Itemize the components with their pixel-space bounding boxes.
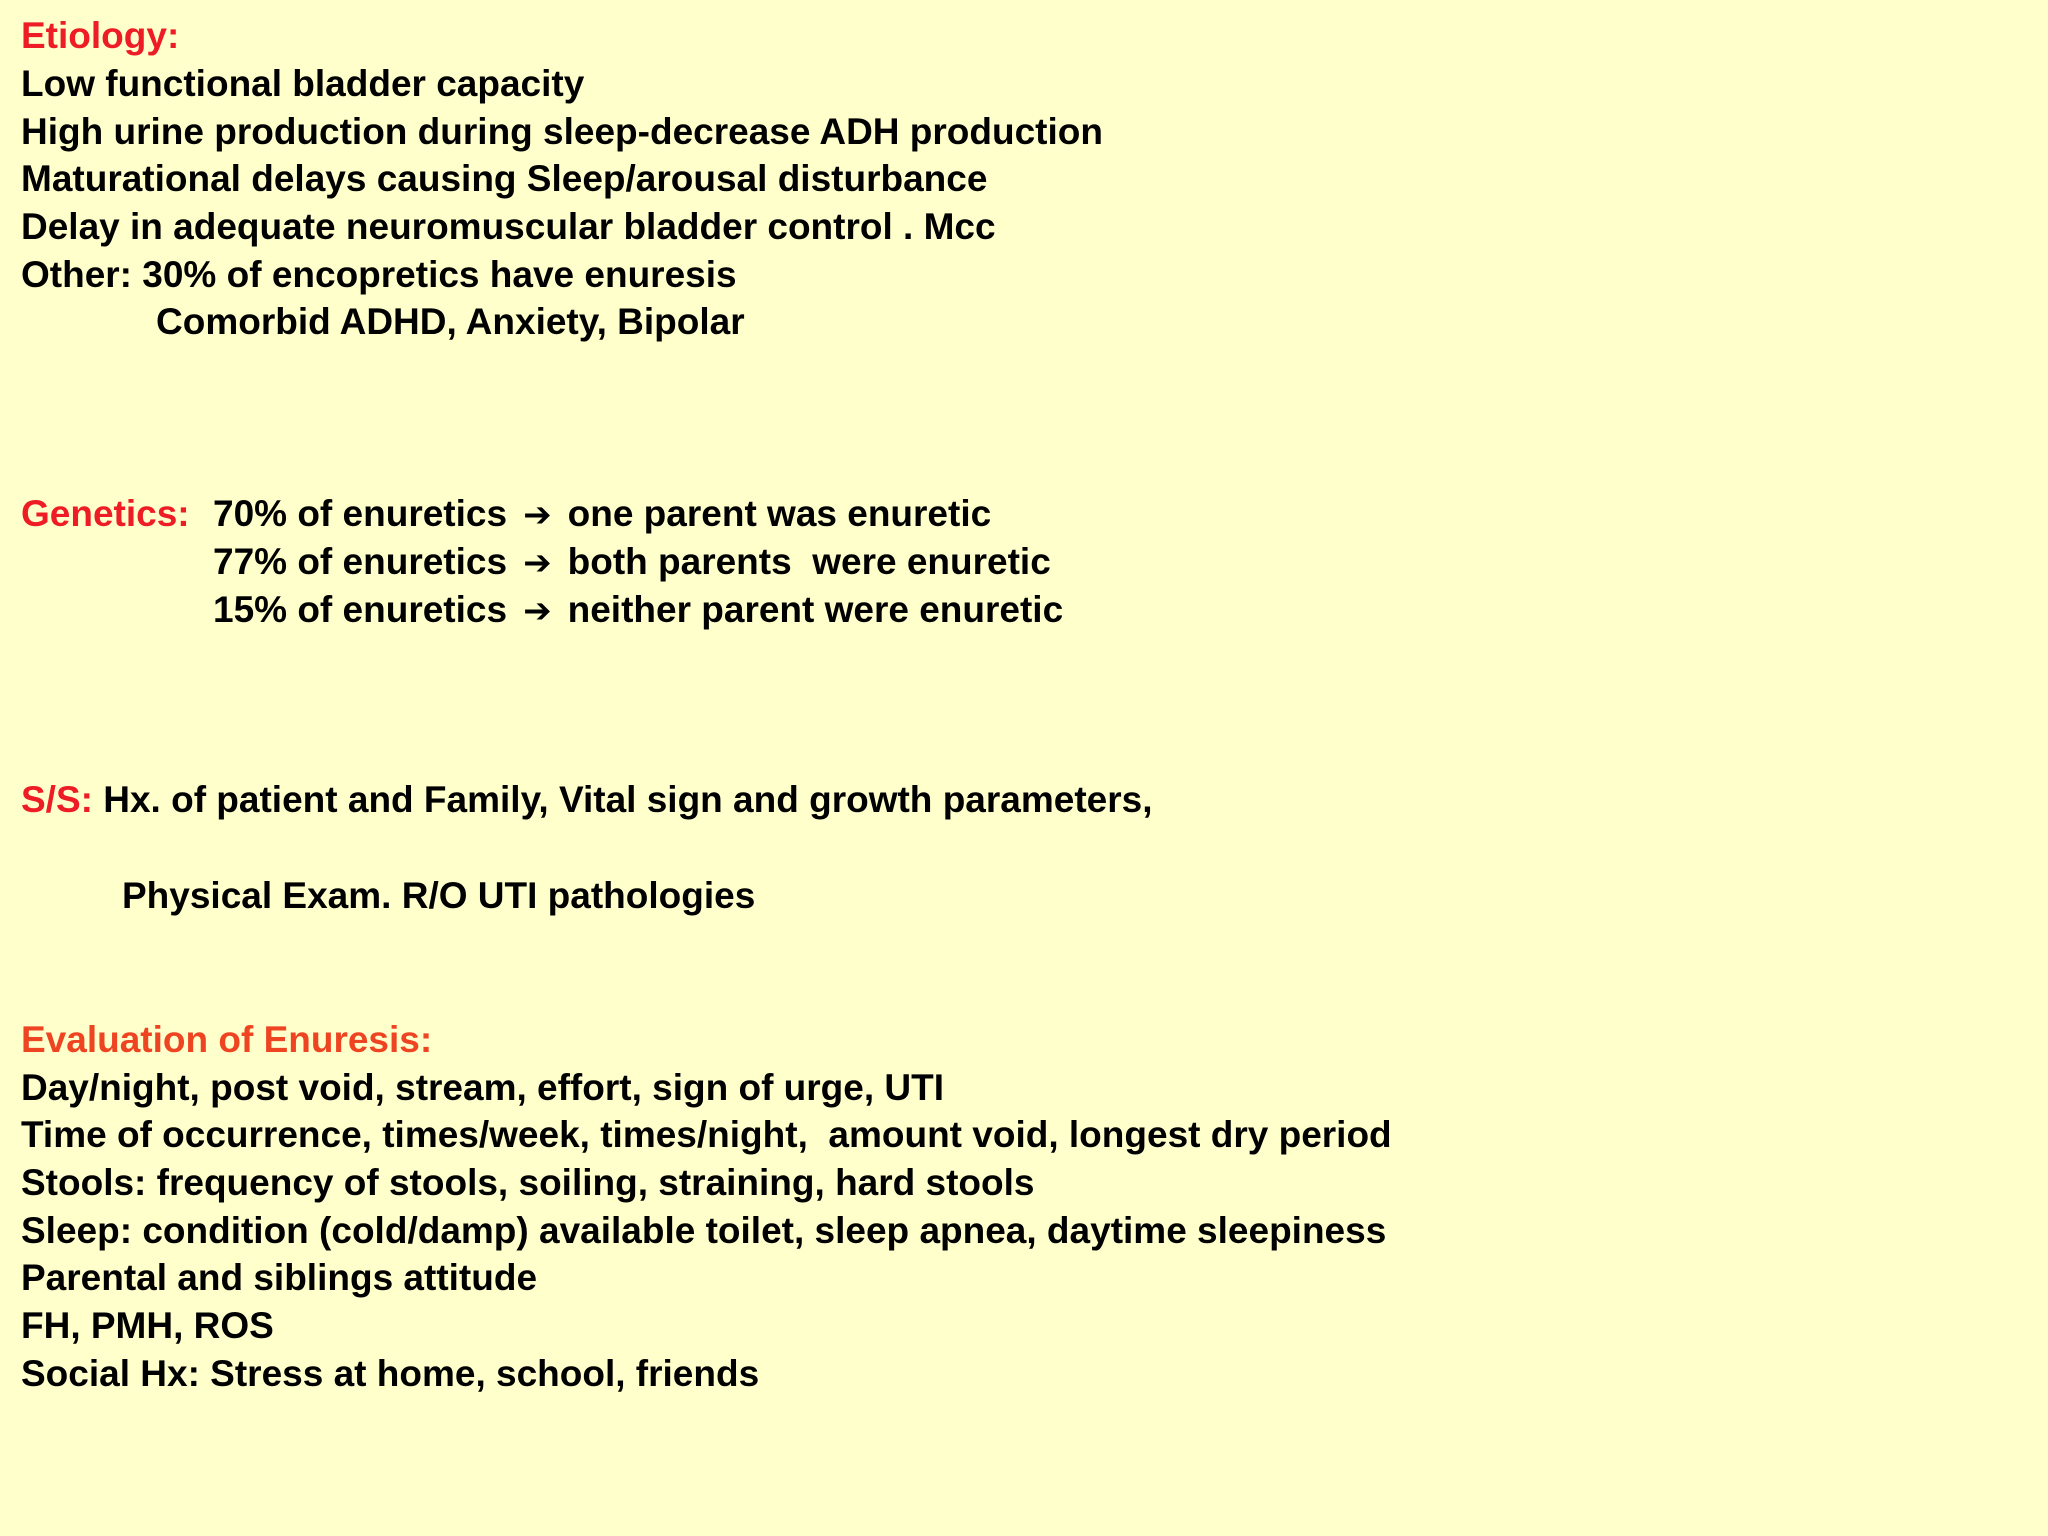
right-arrow-icon: ➔ bbox=[523, 592, 552, 630]
etiology-line: Comorbid ADHD, Anxiety, Bipolar bbox=[156, 301, 745, 342]
evaluation-line: Stools: frequency of stools, soiling, straining, hard stools bbox=[21, 1162, 1035, 1203]
genetics-row-left: 70% of enuretics bbox=[213, 493, 508, 534]
genetics-row-right: one parent was enuretic bbox=[567, 493, 992, 534]
genetics-row bbox=[213, 490, 991, 539]
etiology-line: Other: 30% of encopretics have enuresis bbox=[21, 254, 737, 295]
genetics-row-left: 15% of enuretics bbox=[213, 589, 508, 630]
evaluation-line: Day/night, post void, stream, effort, sign of urge, UTI bbox=[21, 1067, 945, 1108]
genetics-row bbox=[213, 538, 1051, 587]
genetics-row bbox=[213, 586, 1063, 635]
genetics-heading: Genetics: bbox=[21, 493, 190, 534]
etiology-line: Maturational delays causing Sleep/arousal disturbance bbox=[21, 158, 988, 199]
signs-line bbox=[21, 776, 1152, 824]
genetics-row-right: both parents were enuretic bbox=[567, 541, 1051, 582]
signs-heading: S/S: bbox=[21, 779, 93, 820]
genetics-row-left: 77% of enuretics bbox=[213, 541, 508, 582]
evaluation-line: Sleep: condition (cold/damp) available toilet, sleep apnea, daytime sleepiness bbox=[21, 1210, 1387, 1251]
etiology-heading: Etiology: bbox=[21, 15, 180, 56]
evaluation-line: Parental and siblings attitude bbox=[21, 1257, 538, 1298]
evaluation-heading: Evaluation of Enuresis: bbox=[21, 1019, 433, 1060]
signs-line-text: Hx. of patient and Family, Vital sign and growth parameters, bbox=[103, 779, 1153, 820]
evaluation-line: FH, PMH, ROS bbox=[21, 1305, 274, 1346]
genetics-row-right: neither parent were enuretic bbox=[567, 589, 1064, 630]
etiology-line: Delay in adequate neuromuscular bladder control . Mcc bbox=[21, 206, 996, 247]
right-arrow-icon: ➔ bbox=[523, 544, 552, 582]
evaluation-line: Social Hx: Stress at home, school, friends bbox=[21, 1353, 760, 1394]
signs-line: Physical Exam. R/O UTI pathologies bbox=[122, 875, 756, 916]
etiology-line: High urine production during sleep-decrease ADH production bbox=[21, 111, 1103, 152]
evaluation-line: Time of occurrence, times/week, times/night, amount void, longest dry period bbox=[21, 1114, 1392, 1155]
right-arrow-icon: ➔ bbox=[523, 496, 552, 534]
etiology-line: Low functional bladder capacity bbox=[21, 63, 585, 104]
